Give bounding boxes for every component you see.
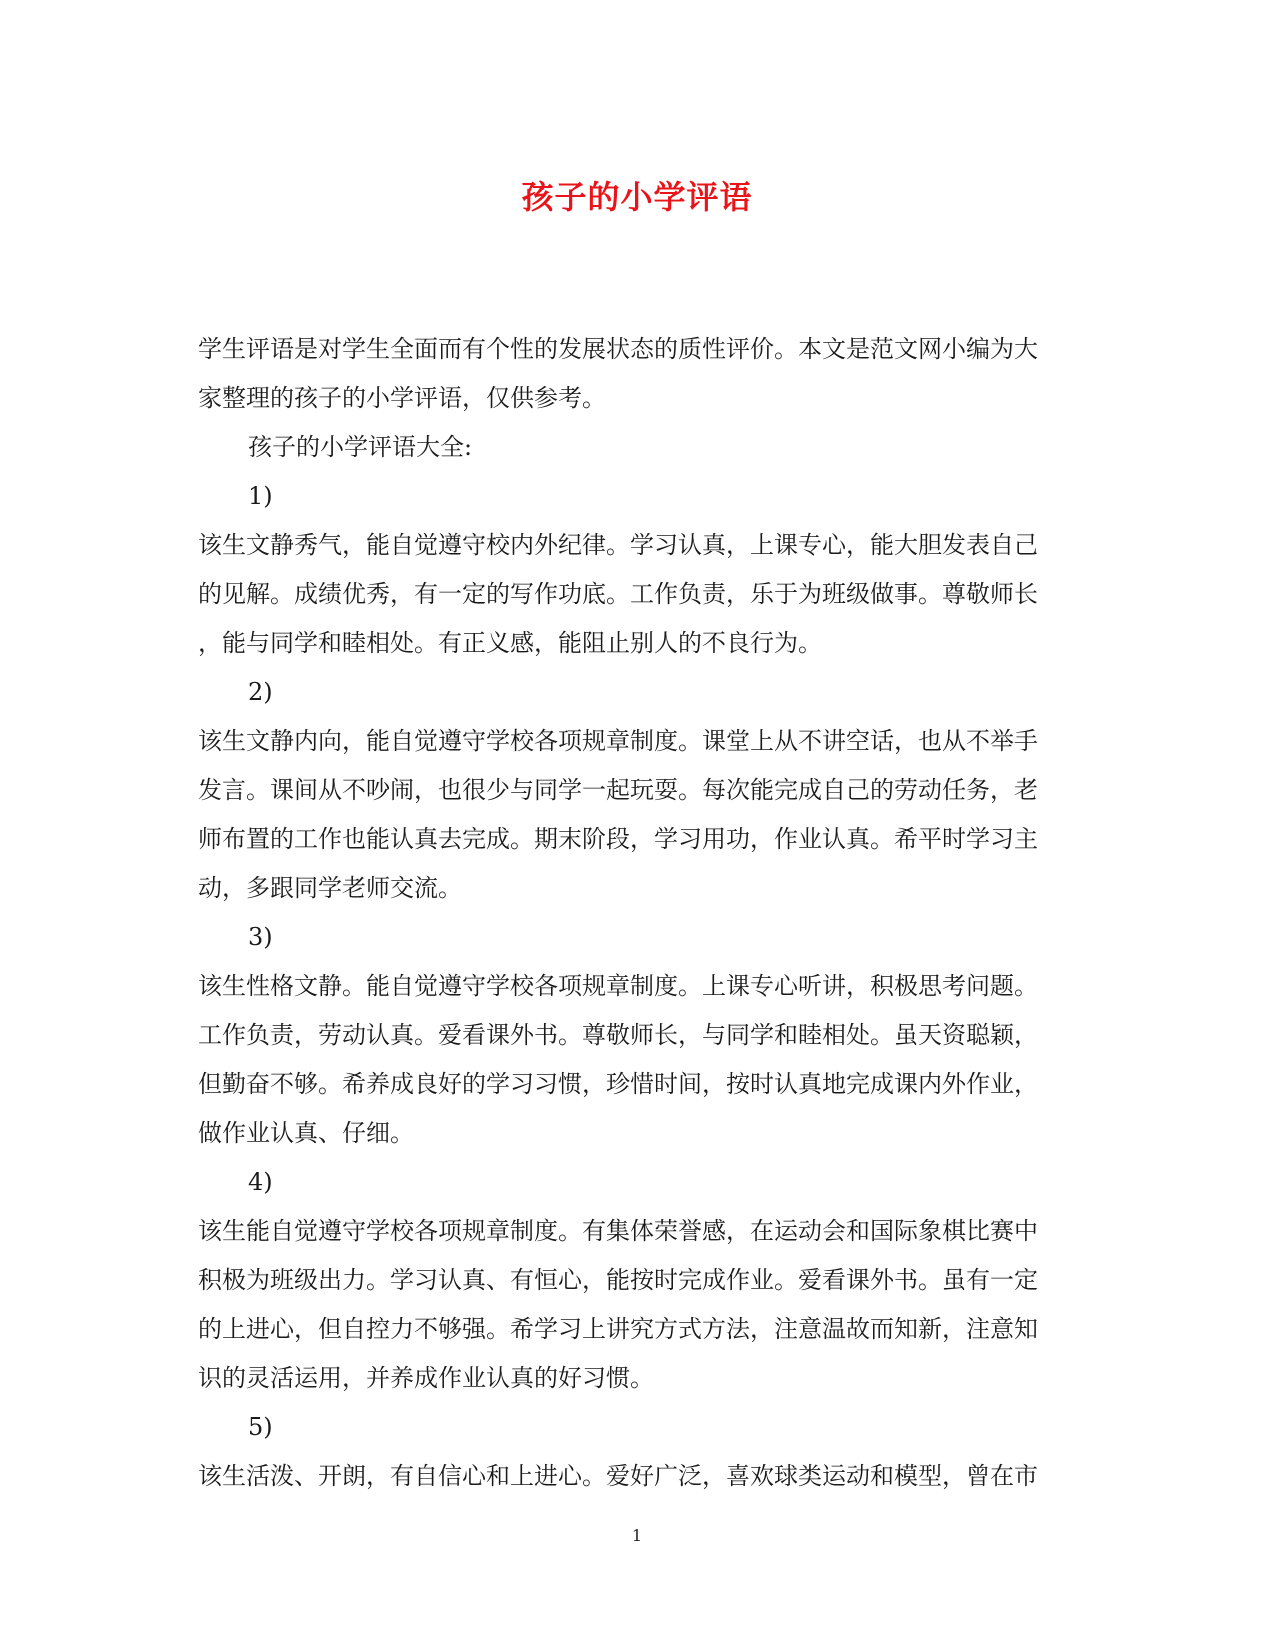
item-number: 4) <box>248 1168 273 1196</box>
section-heading: 孩子的小学评语大全: <box>248 433 473 461</box>
item-line: 动，多跟同学老师交流。 <box>198 874 462 902</box>
item-number: 1) <box>248 482 273 510</box>
item-line: 工作负责，劳动认真。爱看课外书。尊敬师长，与同学和睦相处。虽天资聪颖， <box>198 1021 1038 1049</box>
item-paragraph <box>198 521 1076 668</box>
item-line: 该生文静内向，能自觉遵守学校各项规章制度。课堂上从不讲空话，也从不举手 <box>198 727 1038 755</box>
item-line: 该生性格文静。能自觉遵守学校各项规章制度。上课专心听讲，积极思考问题。 <box>198 972 1038 1000</box>
item-number: 5) <box>248 1413 273 1441</box>
item-line: 该生活泼、开朗，有自信心和上进心。爱好广泛，喜欢球类运动和模型，曾在市 <box>198 1462 1038 1490</box>
intro-line: 学生评语是对学生全面而有个性的发展状态的质性评价。本文是范文网小编为大 <box>198 335 1038 363</box>
item-line: 积极为班级出力。学习认真、有恒心，能按时完成作业。爱看课外书。虽有一定 <box>198 1266 1038 1294</box>
item-line: 的上进心，但自控力不够强。希学习上讲究方式方法，注意温故而知新，注意知 <box>198 1315 1038 1343</box>
page-number: 1 <box>631 1526 643 1545</box>
document-body <box>198 325 1076 1501</box>
item-paragraph <box>198 717 1076 913</box>
item-line: ，能与同学和睦相处。有正义感，能阻止别人的不良行为。 <box>198 629 822 657</box>
item-line: 但勤奋不够。希养成良好的学习习惯，珍惜时间，按时认真地完成课内外作业， <box>198 1070 1038 1098</box>
item-number: 2) <box>248 678 273 706</box>
item-number: 3) <box>248 923 273 951</box>
item-paragraph <box>198 1207 1076 1403</box>
item-line: 该生能自觉遵守学校各项规章制度。有集体荣誉感，在运动会和国际象棋比赛中 <box>198 1217 1038 1245</box>
item-line: 发言。课间从不吵闹，也很少与同学一起玩耍。每次能完成自己的劳动任务，老 <box>198 776 1038 804</box>
item-line: 该生文静秀气，能自觉遵守校内外纪律。学习认真，上课专心，能大胆发表自己 <box>198 531 1038 559</box>
item-line: 识的灵活运用，并养成作业认真的好习惯。 <box>198 1364 654 1392</box>
intro-paragraph <box>198 325 1076 423</box>
item-line: 师布置的工作也能认真去完成。期末阶段，学习用功，作业认真。希平时学习主 <box>198 825 1038 853</box>
item-line: 的见解。成绩优秀，有一定的写作功底。工作负责，乐于为班级做事。尊敬师长 <box>198 580 1038 608</box>
document-title: 孩子的小学评语 <box>521 178 753 216</box>
item-line: 做作业认真、仔细。 <box>198 1119 414 1147</box>
intro-line: 家整理的孩子的小学评语，仅供参考。 <box>198 384 606 412</box>
item-paragraph <box>198 962 1076 1158</box>
item-paragraph <box>198 1452 1076 1501</box>
